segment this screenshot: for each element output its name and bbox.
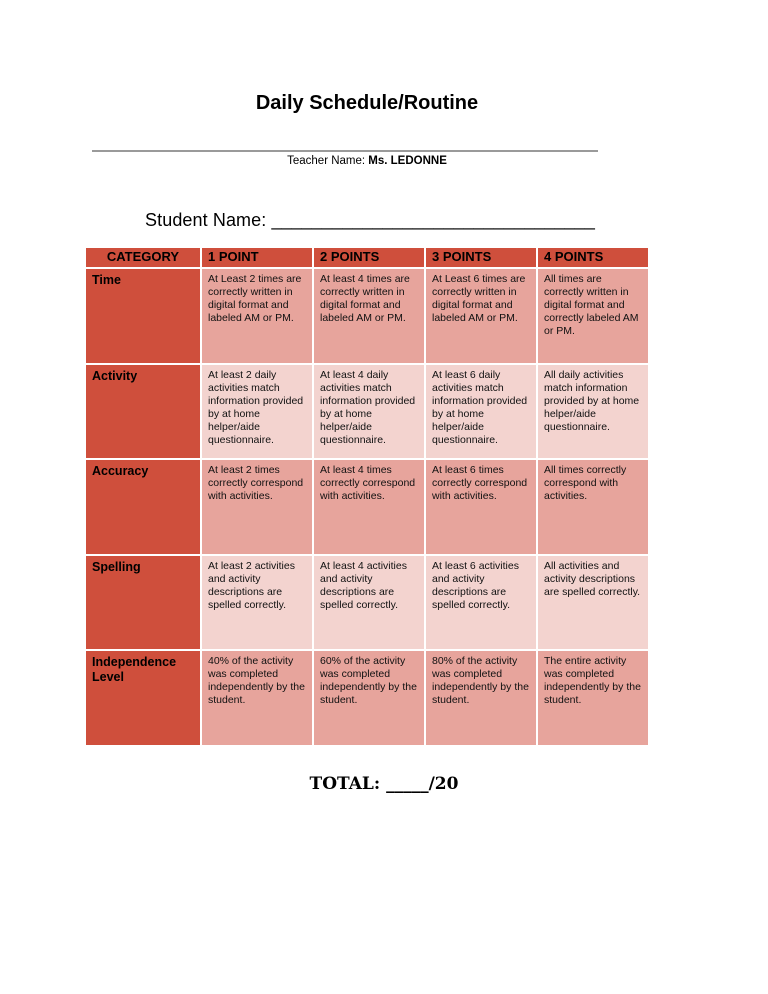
table-cell: All activities and activity descriptions are spelled correctly. (537, 555, 649, 650)
table-cell: At Least 6 times are correctly written in digital format and labeled AM or PM. (425, 268, 537, 364)
table-cell: All times correctly correspond with activities. (537, 459, 649, 555)
table-cell: 40% of the activity was completed independently by the student. (201, 650, 313, 746)
category-independence-level: Independence Level (85, 650, 201, 746)
table-cell: At least 6 daily activities match information provided by at home helper/aide questionnaire. (425, 364, 537, 459)
table-cell: 60% of the activity was completed independently by the student. (313, 650, 425, 746)
table-cell: The entire activity was completed independently by the student. (537, 650, 649, 746)
table-cell: 80% of the activity was completed independently by the student. (425, 650, 537, 746)
table-cell: At least 4 times correctly correspond with activities. (313, 459, 425, 555)
category-activity: Activity (85, 364, 201, 459)
table-cell: All daily activities match information provided by at home helper/aide questionnaire. (537, 364, 649, 459)
header-1-point: 1 POINT (201, 247, 313, 268)
title-divider (92, 150, 598, 152)
rubric-header-row (85, 247, 649, 268)
table-cell: At Least 2 times are correctly written in digital format and labeled AM or PM. (201, 268, 313, 364)
table-cell: At least 2 daily activities match information provided by at home helper/aide questionnaire. (201, 364, 313, 459)
teacher-name: Ms. LEDONNE (368, 155, 447, 167)
category-spelling: Spelling (85, 555, 201, 650)
teacher-line (0, 155, 734, 167)
header-2-points: 2 POINTS (313, 247, 425, 268)
header-category: CATEGORY (85, 247, 201, 268)
table-cell: At least 2 activities and activity descriptions are spelled correctly. (201, 555, 313, 650)
header-4-points: 4 POINTS (537, 247, 649, 268)
rubric-table (84, 246, 650, 747)
category-time: Time (85, 268, 201, 364)
table-row (85, 555, 649, 650)
table-cell: All times are correctly written in digital format and correctly labeled AM or PM. (537, 268, 649, 364)
table-cell: At least 4 daily activities match information provided by at home helper/aide questionnaire. (313, 364, 425, 459)
table-cell: At least 6 activities and activity descriptions are spelled correctly. (425, 555, 537, 650)
total-score: TOTAL: _____/20 (309, 774, 459, 794)
table-cell: At least 4 times are correctly written in digital format and labeled AM or PM. (313, 268, 425, 364)
table-cell: At least 4 activities and activity descriptions are spelled correctly. (313, 555, 425, 650)
teacher-label: Teacher Name: (287, 155, 366, 167)
table-cell: At least 6 times correctly correspond with activities. (425, 459, 537, 555)
page-title: Daily Schedule/Routine (255, 92, 479, 114)
category-accuracy: Accuracy (85, 459, 201, 555)
table-cell: At least 2 times correctly correspond with activities. (201, 459, 313, 555)
table-row (85, 650, 649, 746)
student-name-line: Student Name: ________________________________ (145, 210, 596, 230)
table-row (85, 364, 649, 459)
table-row (85, 459, 649, 555)
header-3-points: 3 POINTS (425, 247, 537, 268)
table-row (85, 268, 649, 364)
